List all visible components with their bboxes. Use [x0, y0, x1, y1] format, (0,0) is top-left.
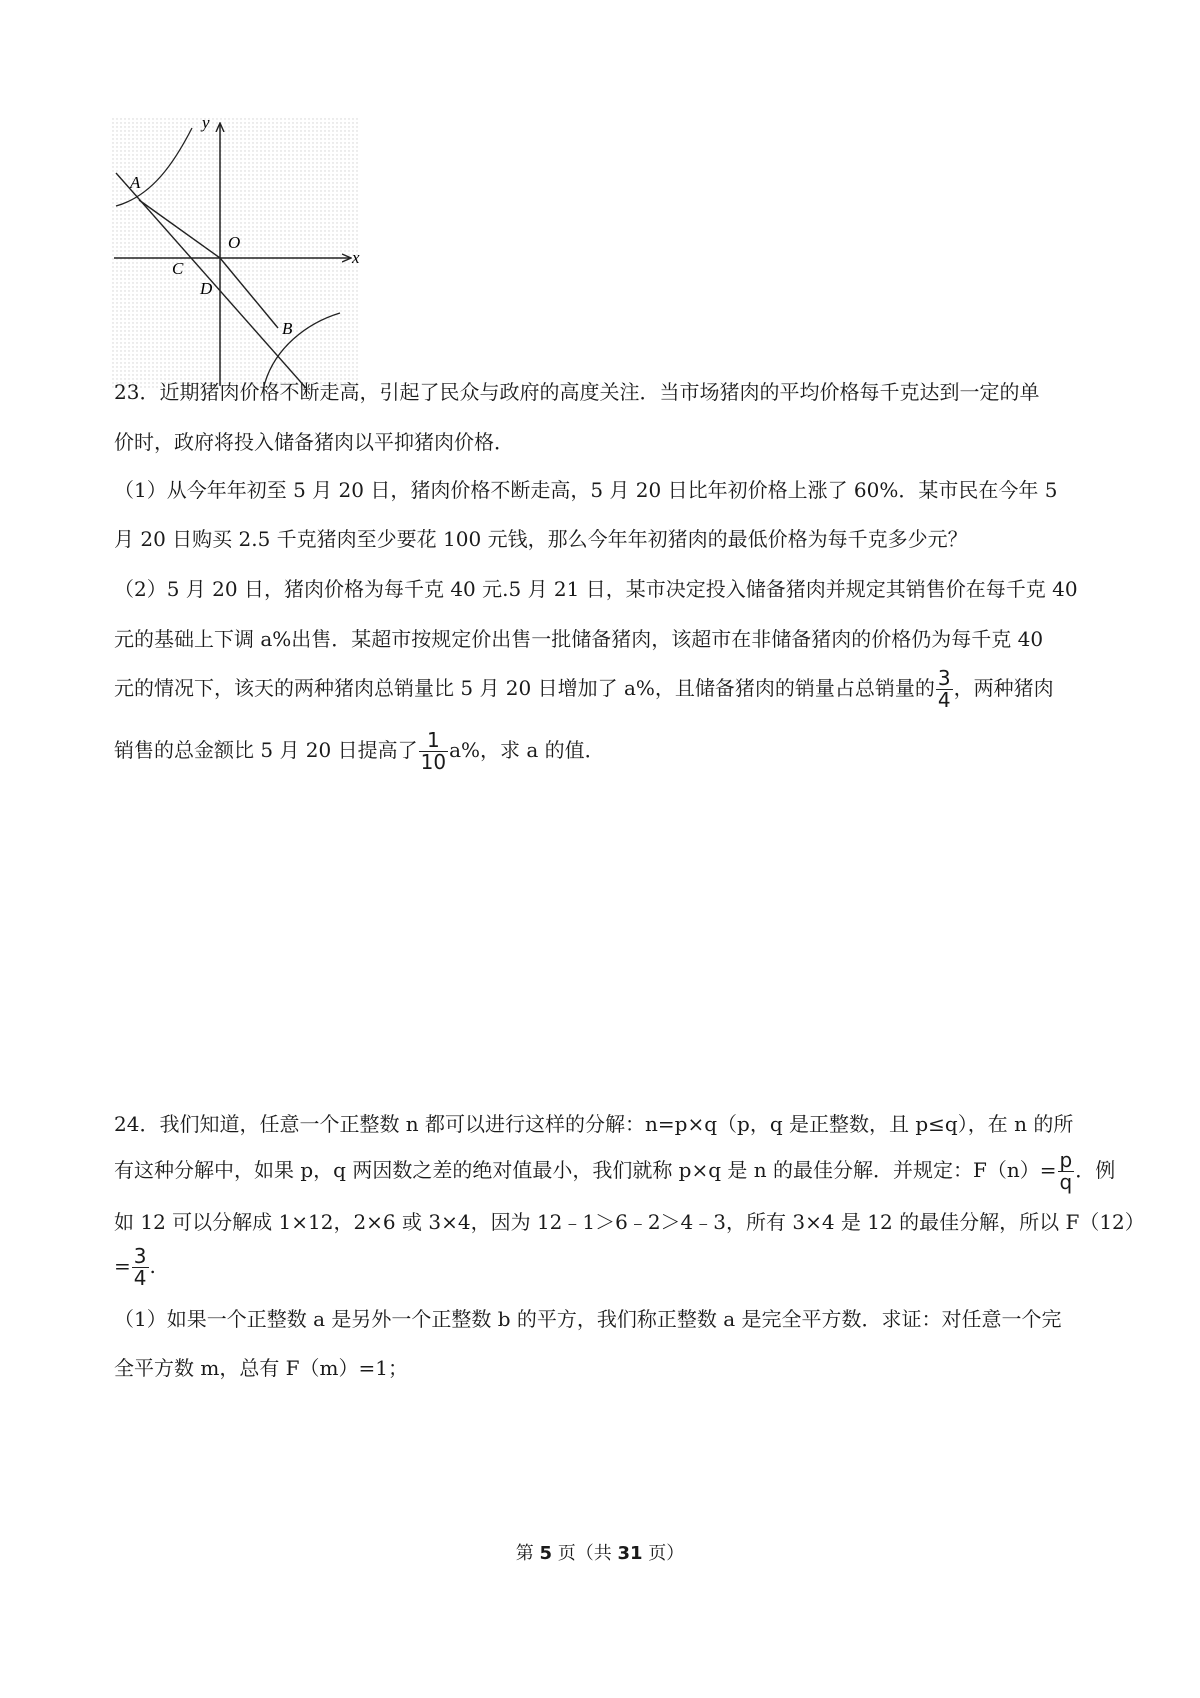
q23-part2-line-3-text-a: 元的情况下，该天的两种猪肉总销量比 5 月 20 日增加了 a%，且储备猪肉的销量占总销量的 — [114, 676, 935, 700]
q24-line-3: 如 12 可以分解成 1×12，2×6 或 3×4，因为 12﹣1＞6﹣2＞4﹣3，所有 3×4 是 12 的最佳分解，所以 F（12） — [114, 1210, 1145, 1234]
footer-page-number: 5 — [539, 1543, 552, 1564]
page-footer — [0, 1542, 1200, 1566]
q23-part1-line-1: （1）从今年年初至 5 月 20 日，猪肉价格不断走高，5 月 20 日比年初价格上涨了 60%．某市民在今年 5 — [114, 478, 1058, 502]
coordinate-figure — [112, 118, 392, 388]
fraction-numerator: 3 — [937, 666, 951, 690]
q24-line-4 — [114, 1240, 1094, 1292]
q24-part1-line-1: （1）如果一个正整数 a 是另外一个正整数 b 的平方，我们称正整数 a 是完全平方数．求证：对任意一个完 — [114, 1307, 1062, 1331]
fraction-p-over-q — [1058, 1150, 1075, 1193]
label-x: x — [352, 248, 360, 267]
fraction-numerator: 1 — [419, 730, 448, 752]
q24-line-1: 24．我们知道，任意一个正整数 n 都可以进行这样的分解：n=p×q（p，q 是正整数，且 p≤q），在 n 的所 — [114, 1112, 1074, 1136]
q23-part2-line-1: （2）5 月 20 日，猪肉价格为每千克 40 元.5 月 21 日，某市决定投入储备猪肉并规定其销售价在每千克 40 — [114, 577, 1078, 601]
q24-line-2 — [114, 1144, 1116, 1196]
q23-line-1: 23．近期猪肉价格不断走高，引起了民众与政府的高度关注．当市场猪肉的平均价格每千克达到一定的单 — [114, 380, 1040, 404]
footer-suffix: 页） — [642, 1543, 685, 1564]
fraction-numerator: p — [1059, 1148, 1073, 1172]
label-c: C — [172, 259, 184, 278]
q23-part2-line-3 — [114, 662, 1094, 714]
fraction-numerator: 3 — [133, 1244, 147, 1268]
fraction-denominator: q — [1059, 1170, 1073, 1194]
label-origin: O — [228, 233, 241, 252]
q23-line-2: 价时，政府将投入储备猪肉以平抑猪肉价格． — [114, 430, 514, 454]
label-y: y — [202, 118, 210, 132]
q24-line-2-text-b: ．例 — [1075, 1158, 1116, 1182]
fraction-denominator: 4 — [133, 1266, 147, 1290]
q24-line-2-text-a: 有这种分解中，如果 p，q 两因数之差的绝对值最小，我们就称 p×q 是 n 的最佳分解．并规定：F（n）= — [114, 1158, 1057, 1182]
fraction-three-quarters — [936, 668, 953, 711]
figure-background — [112, 118, 360, 388]
q23-part2-line-4-text-b: a%，求 a 的值． — [449, 738, 605, 762]
q23-part2-line-4 — [114, 724, 1094, 776]
label-b: B — [282, 319, 293, 338]
label-d: D — [200, 279, 213, 298]
footer-total-pages: 31 — [617, 1543, 643, 1564]
footer-middle: 页（共 — [552, 1543, 618, 1564]
fraction-three-quarters — [132, 1246, 149, 1289]
q23-part2-line-4-text-a: 销售的总金额比 5 月 20 日提高了 — [114, 738, 418, 762]
fraction-denominator: 10 — [420, 750, 447, 774]
label-a: A — [130, 173, 141, 192]
q23-part2-line-2: 元的基础上下调 a%出售．某超市按规定价出售一批储备猪肉，该超市在非储备猪肉的价格仍为每千克 40 — [114, 627, 1044, 651]
q24-part1-line-2: 全平方数 m，总有 F（m）=1； — [114, 1356, 409, 1380]
footer-prefix: 第 — [515, 1543, 540, 1564]
q24-line-4-prefix: = — [114, 1254, 131, 1278]
fraction-denominator: 4 — [937, 688, 951, 712]
fraction-one-tenth — [419, 730, 448, 773]
q23-part1-line-2: 月 20 日购买 2.5 千克猪肉至少要花 100 元钱，那么今年年初猪肉的最低价格为每千克多少元？ — [114, 527, 968, 551]
q24-line-4-suffix: . — [149, 1254, 156, 1278]
q23-part2-line-3-text-b: ，两种猪肉 — [953, 676, 1054, 700]
